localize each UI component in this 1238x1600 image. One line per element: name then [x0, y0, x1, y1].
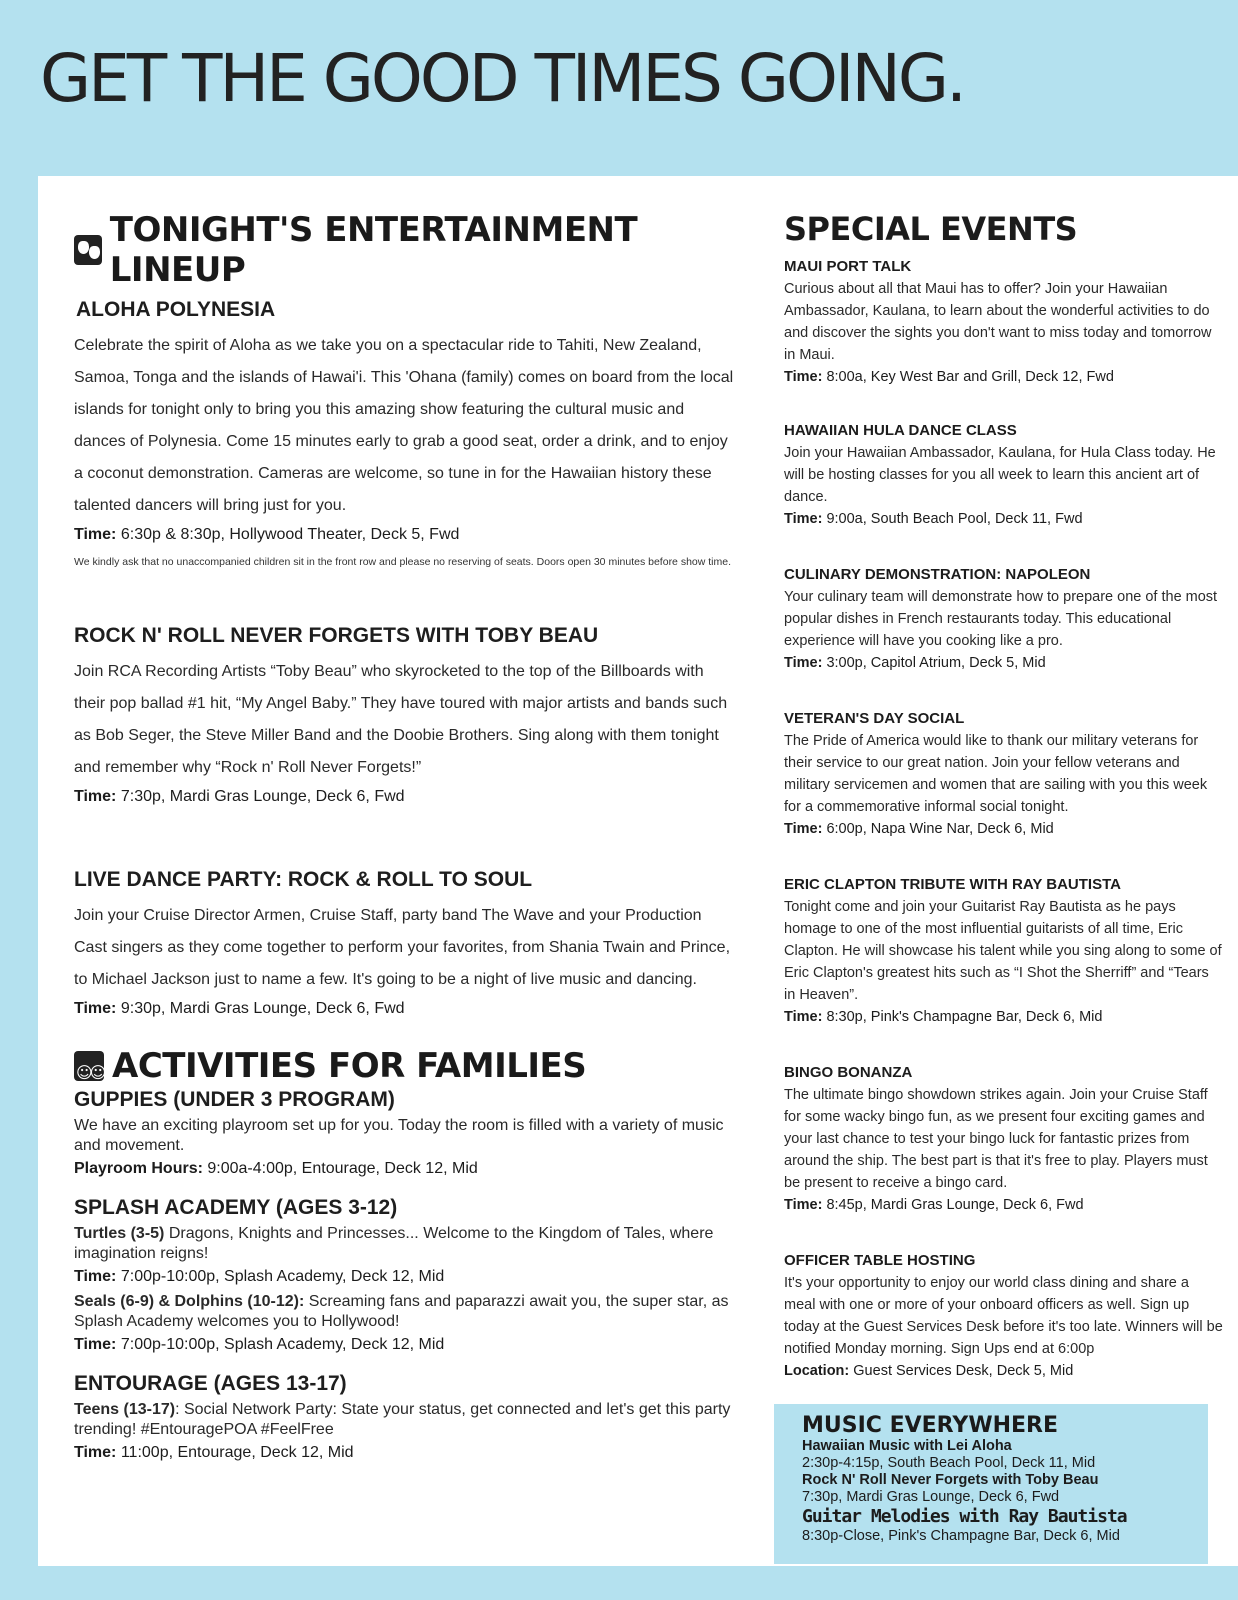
special-event-time [784, 366, 1224, 388]
seals-time [74, 1332, 734, 1358]
special-event-title: CULINARY DEMONSTRATION: NAPOLEON [784, 566, 1091, 583]
program-title: ENTOURAGE (AGES 13-17) [74, 1372, 347, 1395]
special-event-time [784, 508, 1224, 530]
families-title: ACTIVITIES FOR FAMILIES [112, 1046, 587, 1086]
time-value: 6:00p, Napa Wine Nar, Deck 6, Mid [826, 821, 1054, 837]
time-value: 9:30p, Mardi Gras Lounge, Deck 6, Fwd [120, 1000, 405, 1017]
time-value: 7:00p-10:00p, Splash Academy, Deck 12, Mid [120, 1336, 445, 1353]
music-item-detail: 2:30p-4:15p, South Beach Pool, Deck 11, Mid [802, 1455, 1096, 1471]
event-live-dance-party [74, 866, 734, 1022]
time-label: Time: [74, 526, 117, 543]
event-time [74, 784, 734, 810]
time-label: Time: [74, 1000, 117, 1017]
turtles-text: Dragons, Knights and Princesses... Welcome to the Kingdom of Tales, where imagination reigns! [74, 1225, 714, 1262]
time-value: 6:30p & 8:30p, Hollywood Theater, Deck 5, Fwd [120, 526, 460, 543]
time-label: Time: [784, 655, 823, 671]
time-label: Time: [784, 1009, 823, 1025]
program-title: SPLASH ACADEMY (AGES 3-12) [74, 1196, 398, 1219]
time-value: 7:00p-10:00p, Splash Academy, Deck 12, Mid [120, 1268, 445, 1285]
event-description: Join your Cruise Director Armen, Cruise Staff, party band The Wave and your Production Cast singers as they come together to perform your favorites, from Shania Twain and Prince, to Michael Jackson just to name a few. It's going to be a night of live music and dancing. [74, 907, 731, 988]
teens-text: : Social Network Party: State your status, get connected and let's get this party trending! #EntouragePOA #FeelFree [74, 1401, 731, 1438]
special-event-description: It's your opportunity to enjoy our world class dining and share a meal with one or more of your onboard officers as well. Sign up today at the Guest Services Desk before it's too late. Winners will be notified Monday morning. Sign Ups end at 6:00p [784, 1275, 1223, 1357]
special-event-time [784, 818, 1224, 840]
left-column [74, 210, 734, 1466]
time-label: Time: [74, 1268, 117, 1285]
special-events-list [784, 256, 1224, 1382]
special-event-time [784, 1360, 1224, 1382]
event-time [74, 996, 734, 1022]
music-title: MUSIC EVERYWHERE [802, 1413, 1059, 1438]
special-event-title: OFFICER TABLE HOSTING [784, 1252, 976, 1269]
hours-value: 9:00a-4:00p, Entourage, Deck 12, Mid [207, 1160, 478, 1177]
hours-label: Playroom Hours: [74, 1160, 203, 1177]
time-value: 8:00a, Key West Bar and Grill, Deck 12, Fwd [826, 369, 1114, 385]
special-event-description: Your culinary team will demonstrate how to prepare one of the most popular dishes in French restaurants today. This educational experience will have you cooking like a pro. [784, 589, 1218, 649]
special-event-time [784, 652, 1224, 674]
special-event-description: The Pride of America would like to thank our military veterans for their service to our great nation. Join your fellow veterans and military servicemen and women that are sailing with you this week for a commemorative informal social tonight. [784, 733, 1208, 815]
time-value: 9:00a, South Beach Pool, Deck 11, Fwd [826, 511, 1083, 527]
program-hours [74, 1156, 734, 1182]
event-rock-n-roll [74, 622, 734, 810]
seals-text: Screaming fans and paparazzi await you, the super star, as Splash Academy welcomes you to Hollywood! [74, 1293, 729, 1330]
time-label: Time: [74, 1444, 117, 1461]
music-item-detail: 7:30p, Mardi Gras Lounge, Deck 6, Fwd [802, 1489, 1060, 1505]
special-event [784, 1062, 1224, 1216]
teens-time [74, 1440, 734, 1466]
event-time [74, 522, 734, 548]
event-title: ALOHA POLYNESIA [76, 298, 276, 321]
special-event-description: The ultimate bingo showdown strikes again. Join your Cruise Staff for some wacky bingo fun, as we present four exciting games and your last chance to test your bingo luck for fantastic prizes from around the ship. The best part is that it's free to play. Players must be present to receive a bingo card. [784, 1087, 1208, 1191]
special-event [784, 420, 1224, 530]
time-label: Time: [74, 788, 117, 805]
families-heading [74, 1046, 734, 1086]
right-column [784, 210, 1224, 1382]
event-note: We kindly ask that no unaccompanied children sit in the front row and please no reserving of seats. Doors open 30 minutes before show time. [74, 556, 731, 568]
special-event-description: Tonight come and join your Guitarist Ray Bautista as he pays homage to one of the most influential guitarists of all time, Eric Clapton. He will showcase his talent while you sing along to some of Eric Clapton's greatest hits such as “I Shot the Sherriff” and “Tears in Heaven”. [784, 899, 1222, 1003]
time-label: Time: [784, 511, 823, 527]
seals-dolphins-description [74, 1292, 734, 1332]
time-label: Time: [784, 821, 823, 837]
time-value: 7:30p, Mardi Gras Lounge, Deck 6, Fwd [120, 788, 405, 805]
event-aloha-polynesia [74, 296, 734, 568]
special-event-description: Curious about all that Maui has to offer? Join your Hawaiian Ambassador, Kaulana, to learn about the wonderful activities to do and discover the sights you don't want to miss today and tomorrow in Maui. [784, 281, 1212, 363]
event-description: Join RCA Recording Artists “Toby Beau” who skyrocketed to the top of the Billboards with their pop ballad #1 hit, “My Angel Baby.” They have toured with major artists and bands such as Bob Seger, the Steve Miller Band and the Doobie Brothers. Sing along with them tonight and remember why “Rock n' Roll Never Forgets!” [74, 663, 728, 776]
special-event-time [784, 1194, 1224, 1216]
program-title: GUPPIES (UNDER 3 PROGRAM) [74, 1088, 395, 1111]
music-item-name: Rock N' Roll Never Forgets with Toby Beau [802, 1472, 1099, 1488]
splash-academy-program [74, 1194, 734, 1358]
entourage-program [74, 1370, 734, 1466]
special-event [784, 708, 1224, 840]
turtles-description [74, 1224, 734, 1264]
special-event [784, 256, 1224, 388]
time-value: 8:30p, Pink's Champagne Bar, Deck 6, Mid [826, 1009, 1103, 1025]
event-title: LIVE DANCE PARTY: ROCK & ROLL TO SOUL [74, 868, 533, 891]
special-event [784, 1250, 1224, 1382]
special-events-title: SPECIAL EVENTS [784, 210, 1078, 248]
music-item-name: Hawaiian Music with Lei Aloha [802, 1438, 1012, 1454]
time-label: Location: [784, 1363, 850, 1379]
time-value: 3:00p, Capitol Atrium, Deck 5, Mid [826, 655, 1046, 671]
time-value: 11:00p, Entourage, Deck 12, Mid [120, 1444, 354, 1461]
time-value: 8:45p, Mardi Gras Lounge, Deck 6, Fwd [826, 1197, 1084, 1213]
music-item-name: Guitar Melodies with Ray Bautista [802, 1506, 1127, 1527]
guppies-program [74, 1086, 734, 1182]
time-value: Guest Services Desk, Deck 5, Mid [853, 1363, 1074, 1379]
event-title: ROCK N' ROLL NEVER FORGETS WITH TOBY BEAU [74, 624, 599, 647]
turtles-label: Turtles (3-5) [74, 1225, 165, 1242]
special-event-title: VETERAN'S DAY SOCIAL [784, 710, 965, 727]
special-event-title: HAWAIIAN HULA DANCE CLASS [784, 422, 1017, 439]
family-icon [74, 1051, 104, 1081]
time-label: Time: [74, 1336, 117, 1353]
entertainment-title: TONIGHT'S ENTERTAINMENT LINEUP [109, 210, 638, 290]
teens-label: Teens (13-17) [74, 1401, 176, 1418]
event-description: Celebrate the spirit of Aloha as we take you on a spectacular ride to Tahiti, New Zealand, Samoa, Tonga and the islands of Hawai'i. This 'Ohana (family) comes on board from the local islands for tonight only to bring you this amazing show featuring the cultural music and dances of Polynesia. Come 15 minutes early to grab a good seat, order a drink, and to enjoy a coconut demonstration. Cameras are welcome, so tune in for the Hawaiian history these talented dancers will bring just for you. [74, 337, 734, 514]
time-label: Time: [784, 1197, 823, 1213]
time-label: Time: [784, 369, 823, 385]
special-event-title: ERIC CLAPTON TRIBUTE WITH RAY BAUTISTA [784, 876, 1121, 893]
entertainment-heading [74, 210, 734, 290]
special-event-title: MAUI PORT TALK [784, 258, 912, 275]
special-event-time [784, 1006, 1224, 1028]
turtles-time [74, 1264, 734, 1290]
teens-description [74, 1400, 734, 1440]
music-everywhere-box [774, 1404, 1208, 1564]
special-event-description: Join your Hawaiian Ambassador, Kaulana, for Hula Class today. He will be hosting classes for you all week to learn this ancient art of dance. [784, 445, 1216, 505]
page-headline: GET THE GOOD TIMES GOING. [40, 40, 964, 117]
seals-label: Seals (6-9) & Dolphins (10-12): [74, 1293, 305, 1310]
special-event [784, 564, 1224, 674]
music-item-detail: 8:30p-Close, Pink's Champagne Bar, Deck 6, Mid [802, 1528, 1120, 1544]
special-event [784, 874, 1224, 1028]
special-event-title: BINGO BONANZA [784, 1064, 913, 1081]
program-description: We have an exciting playroom set up for you. Today the room is filled with a variety of music and movement. [74, 1117, 724, 1154]
theater-masks-icon [74, 235, 102, 265]
